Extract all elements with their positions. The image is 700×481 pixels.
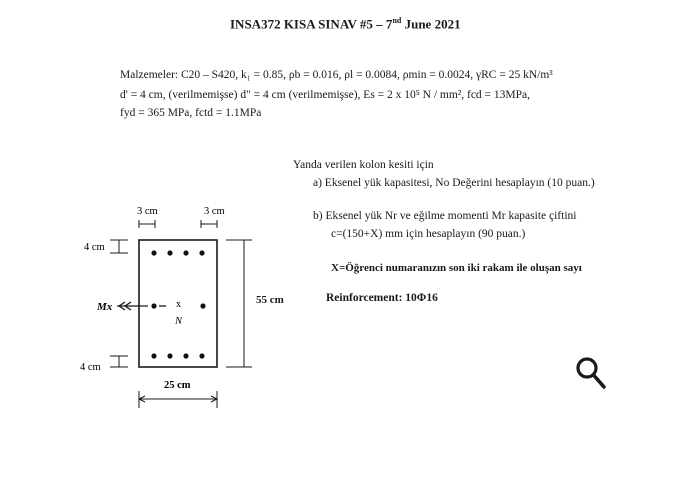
width-dimension [139,391,217,408]
height-label: 55 cm [256,294,284,306]
rebar [200,303,205,308]
rebar [183,250,188,255]
cover-dimension-ticks [110,240,128,367]
reinforcement-label: Reinforcement: 10Φ16 [326,292,438,304]
question-intro: Yanda verilen kolon kesiti için [293,159,434,171]
cover-top-label: 4 cm [84,242,105,253]
question-a: a) Eksenel yük kapasitesi, No Değerini hesaplayın (10 puan.) [313,177,595,189]
rebar [151,353,156,358]
height-dimension [226,240,252,367]
materials-line-2: d' = 4 cm, (verilmemişse) d" = 4 cm (verilmemişse), Es = 2 x 10⁵ N / mm², fcd = 13MPa, [120,89,531,101]
moment-arrow [117,302,166,310]
rebar [167,250,172,255]
top-bars [151,250,204,255]
cover-bottom-label: 4 cm [80,362,101,373]
question-b-line-2: c=(150+X) mm için hesaplayın (90 puan.) [331,228,526,240]
centroid-x-label: x [176,299,181,310]
rebar [151,303,156,308]
top-left-dim-label: 3 cm [137,206,158,217]
rebar [151,250,156,255]
page-title: INSA372 KISA SINAV #5 – 7nd June 2021 [230,16,461,32]
top-dimension-ticks [139,220,217,228]
materials-line-3: fyd = 365 MPa, fctd = 1.1MPa [120,107,262,119]
axial-load-label: N [175,316,183,327]
materials-line-1: Malzemeler: C20 – S420, k₁ = 0.85, ρb = 0.016, ρl = 0.0084, ρmin = 0.0024, γRC = 25 kN/m³ [120,69,553,81]
x-definition-note: X=Öğrenci numaranızın son iki rakam ile oluşan sayı [331,262,582,274]
question-b-line-1: b) Eksenel yük Nr ve eğilme momenti Mr kapasite çiftini [313,210,577,222]
rebar [199,353,204,358]
top-right-dim-label: 3 cm [204,206,225,217]
rebar [199,250,204,255]
moment-label: Mx [97,301,113,313]
width-label: 25 cm [164,380,191,391]
bottom-bars [151,353,204,358]
rebar [167,353,172,358]
rebar [183,353,188,358]
search-icon[interactable] [575,356,607,390]
